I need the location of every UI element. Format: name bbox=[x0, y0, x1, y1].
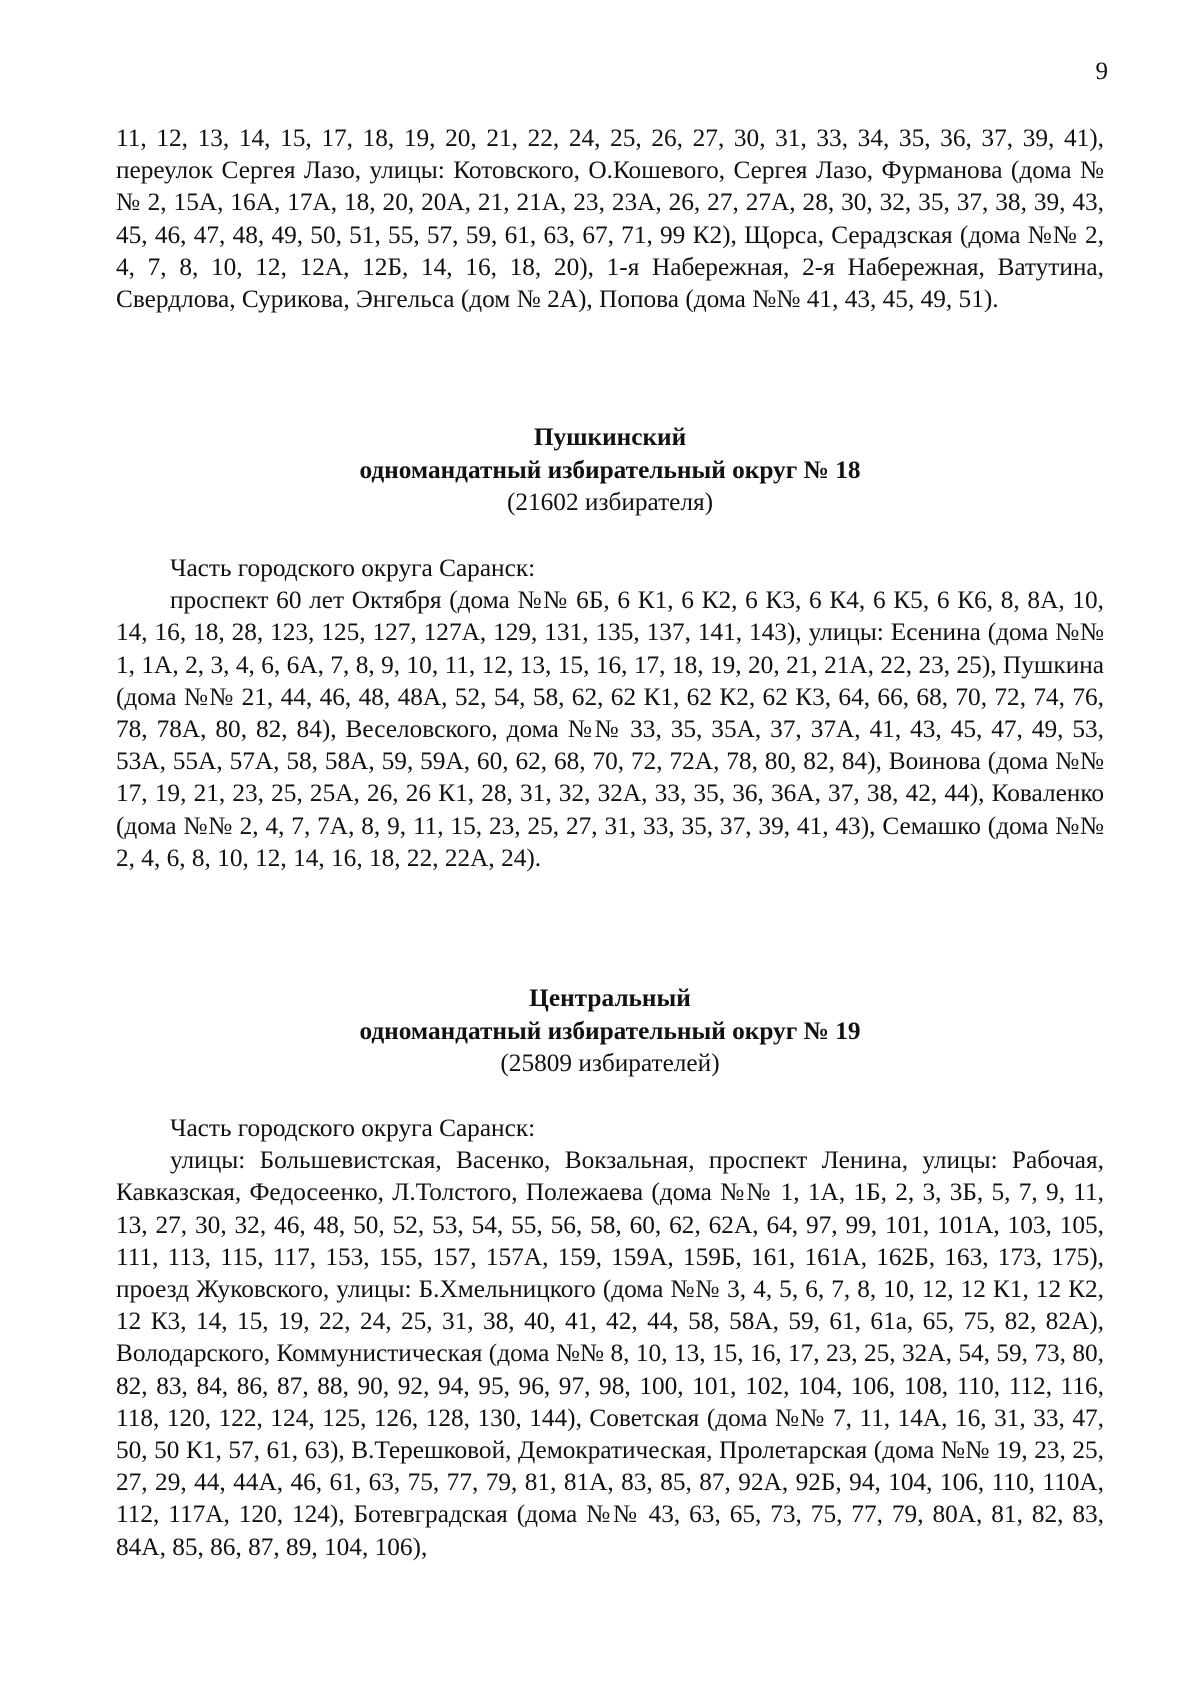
district-18-streets: проспект 60 лет Октября (дома №№ 6Б, 6 К1, 6 К2, 6 К3, 6 К4, 6 К5, 6 К6, 8, 8А, 10, 14, 16, 18, 28, 123, 125, 127, 127А, 129, 131, 135, 137, 141, 143), улицы: Есенина (дома №№ 1, 1А, 2, 3, 4, 6, 6А, 7, 8, 9, 10, 11, 12, 13, 15, 16, 17, 18, 19, 20, 21, 21А, 22, 23, 25), Пушкина (дома №№ 21, 44, 46, 48, 48А, 52, 54, 58, 62, 62 К1, 62 К2, 62 К3, 64, 66, 68, 70, 72, 74, 76, 78, 78А, 80, 82, 84), Веселовского, дома №№ 33, 35, 35А, 37, 37А, 41, 43, 45, 47, 49, 53, 53А, 55А, 57А, 58, 58А, 59, 59А, 60, 62, 68, 70, 72, 72А, 78, 80, 82, 84), Воинова (дома №№ 17, 19, 21, 23, 25, 25А, 26, 26 К1, 28, 31, 32, 32А, 33, 35, 36, 36А, 37, 38, 42, 44), Коваленко (дома №№ 2, 4, 7, 7А, 8, 9, 11, 15, 23, 25, 27, 31, 33, 35, 37, 39, 41, 43), Семашко (дома №№ 2, 4, 6, 8, 10, 12, 14, 16, 18, 22, 22А, 24). bbox=[116, 586, 1104, 872]
continued-paragraph: 11, 12, 13, 14, 15, 17, 18, 19, 20, 21, 22, 24, 25, 26, 27, 30, 31, 33, 34, 35, 36, 37, 39, 41), переулок Сергея Лазо, улицы: Котовского, О.Кошевого, Сергея Лазо, Фурманова (дома №№ 2, 15А, 16А, 17А, 18, 20, 20А, 21, 21А, 23, 23А, 26, 27, 27А, 28, 30, 32, 35, 37, 38, 39, 43, 45, 46, 47, 48, 49, 50, 51, 55, 57, 59, 61, 63, 67, 71, 99 К2), Щорса, Серадзская (дома №№ 2, 4, 7, 8, 10, 12, 12А, 12Б, 14, 16, 18, 20), 1-я Набережная, 2-я Набережная, Ватутина, Свердлова, Сурикова, Энгельса (дом № 2А), Попова (дома №№ 41, 43, 45, 49, 51). bbox=[116, 124, 1104, 314]
district-19-heading bbox=[116, 982, 1104, 1080]
district-18-intro: Часть городского округа Саранск: bbox=[170, 554, 536, 582]
district-18-voters: (21602 избирателя) bbox=[506, 488, 714, 516]
district-19-name: Центральный bbox=[529, 984, 691, 1012]
district-19-voters: (25809 избирателей) bbox=[500, 1049, 720, 1077]
district-18-heading bbox=[116, 421, 1104, 519]
district-18-subtitle: одномандатный избирательный округ № 18 bbox=[359, 455, 861, 484]
district-19-intro: Часть городского округа Саранск: bbox=[170, 1114, 536, 1142]
district-19-body bbox=[116, 1112, 1104, 1563]
continued-district-text bbox=[116, 122, 1104, 315]
district-19-subtitle: одномандатный избирательный округ № 19 bbox=[359, 1016, 861, 1045]
district-19-streets: улицы: Большевистская, Васенко, Вокзальная, проспект Ленина, улицы: Рабочая, Кавказская, Федосеенко, Л.Толстого, Полежаева (дома №№ 1, 1А, 1Б, 2, 3, 3Б, 5, 7, 9, 11, 13, 27, 30, 32, 46, 48, 50, 52, 53, 54, 55, 56, 58, 60, 62, 62А, 64, 97, 99, 101, 101А, 103, 105, 111, 113, 115, 117, 153, 155, 157, 157А, 159, 159А, 159Б, 161, 161А, 162Б, 163, 173, 175), проезд Жуковского, улицы: Б.Хмельницкого (дома №№ 3, 4, 5, 6, 7, 8, 10, 12, 12 К1, 12 К2, 12 К3, 14, 15, 19, 22, 24, 25, 31, 38, 40, 41, 42, 44, 58, 58А, 59, 61, 61а, 65, 75, 82, 82А), Володарского, Коммунистическая (дома №№ 8, 10, 13, 15, 16, 17, 23, 25, 32А, 54, 59, 73, 80, 82, 83, 84, 86, 87, 88, 90, 92, 94, 95, 96, 97, 98, 100, 101, 102, 104, 106, 108, 110, 112, 116, 118, 120, 122, 124, 125, 126, 128, 130, 144), Советская (дома №№ 7, 11, 14А, 16, 31, 33, 47, 50, 50 К1, 57, 61, 63), В.Терешковой, Демократическая, Пролетарская (дома №№ 19, 23, 25, 27, 29, 44, 44А, 46, 61, 63, 75, 77, 79, 81, 81А, 83, 85, 87, 92А, 92Б, 94, 104, 106, 110, 110А, 112, 117А, 120, 124), Ботевградская (дома №№ 43, 63, 65, 73, 75, 77, 79, 80А, 81, 82, 83, 84А, 85, 86, 87, 89, 104, 106), bbox=[116, 1146, 1104, 1561]
district-18-name: Пушкинский bbox=[533, 423, 687, 451]
district-18-body bbox=[116, 552, 1104, 874]
page-number: 9 bbox=[1095, 58, 1108, 85]
